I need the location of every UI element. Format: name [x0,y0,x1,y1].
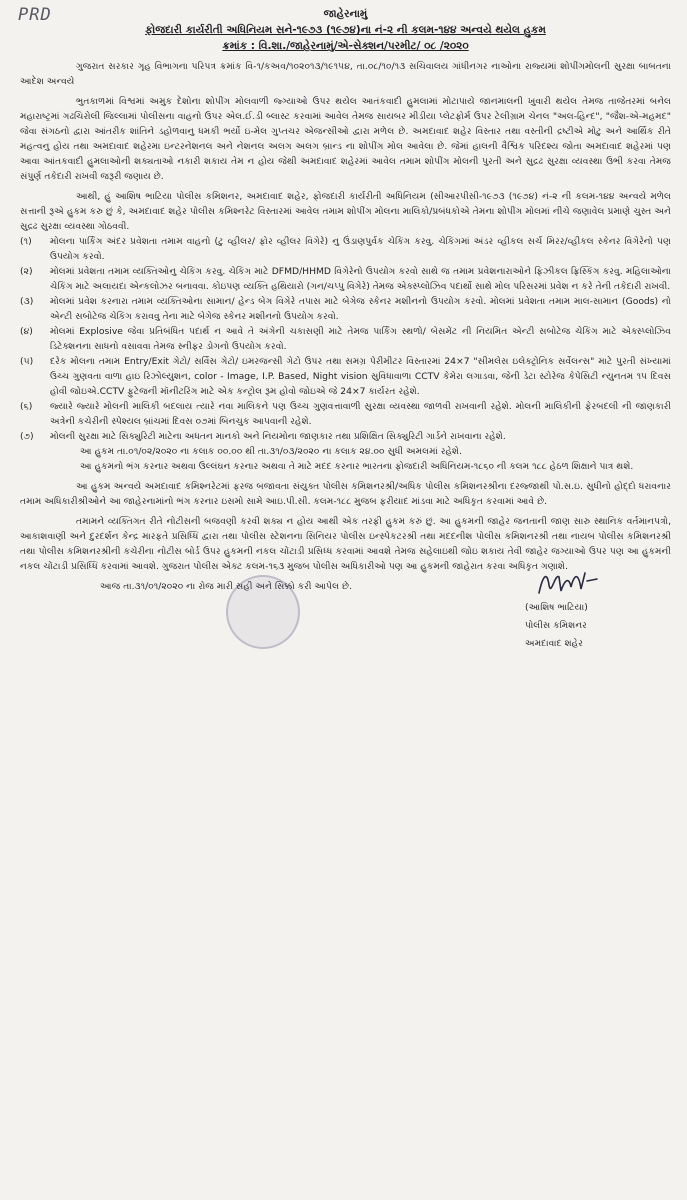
signatory-block [525,599,588,653]
list-item [20,264,671,294]
handwritten-signature [535,567,605,599]
item-text: મોલની સુરક્ષા માટે સિક્યુરિટી માટેના અધતન માનકો અને નિયમોના જાણકાર તથા પ્રશિક્ષિત સિક્યુરિટી ગાર્ડને રાખવાના રહેશે. [50,431,506,442]
list-item [20,324,671,354]
authority-paragraph: આ હુકમ અન્વયે અમદાવાદ કમિશ્નરેટમાં ફરજ બજાવતા સંયુક્ત પોલીસ કમિશનરશ્રી/અધિક પોલીસ કમિશનરશ્રીના દરજ્જાથી પો.સ.ઇ. સુધીનો હોદ્દો ધરાવનાર તમામ અધિકારીશ્રીઓને આ જાહેરનામાંનો ભંગ કરનાર ઇસમો સામે આઇ.પી.સી. કલમ-૧૮૮ મુજબ ફરીયાદ માંડવા માટે અધિકૃત કરવામાં આવે છે. [20,481,671,507]
order-paragraph: આથી, હું આશિષ ભાટિયા પોલીસ કમિશનર, અમદાવાદ શહેર, ફોજદારી કાર્યરીતી અધિનિયમ (સીઆરપીસી-૧૯૭૩ (૧૯૭૪) નં-૨ ની કલમ-૧૪૪ અન્વયે મળેલ સત્તાની રૂએ હુકમ કરુ છું કે, અમદાવાદ શહેર પોલીસ કમિશ્નરેટ વિસ્તારમાં આવેલ તમામ શોપીંગ મોલના માલિકો/પ્રબંધકોએ તેમના શોપીંગ મોલમાં નીચે જણાવેલ પ્રમાણે ચુસ્ત અને સુદ્રઢ સુરક્ષા વ્યવસ્થા ગોઠવવી. [20,191,671,232]
item-text: દરેક મોલના તમામ Entry/Exit ગેટો/ સર્વિસ ગેટો/ ઇમરજન્સી ગેટો ઉપર તથા સમગ્ર પેરીમીટર વિસ્તારમાં 24×7 "સીમલેસ ઇલેક્ટ્રોનિક સર્વેલન્સ" માટે પુરતી સંખ્યામાં ઉચ્ચ ગુણવતા વાળા હાઇ રિઝોલ્યુશન, color - Image, I.P. Based, Night vision સુવિધાવાળા CCTV કેમેરા લગાડવા, જેની ડેટા સ્ટોરેજ કેપેસિટી ન્યુનતમ ૧૫ દિવસ હોવી જોઇએ.CCTV ફુટેજની મૉનીટરિંગ માટે એક કન્ટ્રોલ રૂમ હોવો જોઇએ જે 24×7 કાર્યરત રહેશે. [50,356,671,397]
signature-area [20,579,671,679]
publication-paragraph: તમામને વ્યક્તિગત રીતે નોટીસની બજવણી કરવી શક્ય ન હોય આથી એક તરફી હુકમ કરું છું. આ હુકમની જાહેર જનતાની જાણ સારુ સ્થાનિક વર્તમાનપત્રો, આકાશવાણી અને દુરદર્શન કેન્દ્ર મારફતે પ્રસિધ્ધિ દ્વારા તથા પોલીસ સ્ટેશનના સિનિયર પોલીસ ઇન્સ્પેકટરશ્રી તથા મદદનીશ પોલીસ કમિશનરશ્રી તથા નાયબ પોલીસ કમિશનરશ્રી તથા પોલીસ કમિશનરશ્રીની કચેરીના નોટીસ બોર્ડ ઉપર હુકમની નકલ ચોંટાડી પ્રસિધ્ધ કરવામાં આવશે તેમજ સહેલાઇથી જોઇ શકાય તેવી જાહેર જગ્યાઓ ઉપર પણ આ હુકમની નકલ ચોંટાડી પ્રસિધ્ધિ કરવામાં આવશે. ગુજરાત પોલીસ એક્ટ કલમ-૧૬૩ મુજબ પોલીસ અધિકારીઓ પણ આ હુકમની જાહેરાત કરવા અધિકૃત ગણાશે. [20,516,671,572]
notice-subtitle-text: ફોજદારી કાર્યરીતી અધિનિયમ સને-૧૯૭૩ (૧૯૭૪)ના નં-૨ ની કલમ-૧૪૪ અન્વયે થયેલ હુકમ [145,24,546,36]
item-text: જ્યારે જ્યારે મોલની માલિકી બદલાય ત્યારે નવા માલિકને પણ ઉચ્ચ ગુણવત્તાવાળી સુરક્ષા વ્યવસ્થા જાળવી રાખવાની રહેશે. મોલની માલિકીની ફેરબદલી ની જાણકારી અત્રેની કચેરીની સ્પેશ્યલ બ્રાંચમાં દિવસ ૦૭માં બિનચુક આપવાની રહેશે. [50,401,671,427]
item-number: (૧) [20,236,32,247]
list-item [20,294,671,324]
item-number: (૫) [20,356,34,367]
validity-line: આ હુકમ તા.૦૧/૦૨/૨૦૨૦ ના કલાક ૦૦.૦૦ થી તા.૩૧/૦૩/૨૦૨૦ ના કલાક ૨૪.૦૦ સુધી અમલમાં રહેશે. [80,446,463,457]
directive-list [20,234,671,444]
list-item [20,234,671,264]
item-text: મોલમાં Explosive જેવા પ્રતિબંધિત પદાર્થ ન આવે તે અંગેની ચકાસણી માટે તેમજ પાર્કિંગ સ્થળો/ બેસમેંટ ની નિયમિત એન્ટી સબોટેજ ચેકિંગ માટે એક્સ્પ્લોઝિવ ડિટેક્શનના સાધનો વસાવવા તેમજ સ્નીફર ડોગનો ઉપયોગ કરવો. [50,326,671,352]
notice-subtitle [20,22,671,38]
signing-date: આજ તા.૩૧/૦૧/૨૦૨૦ ના રોજ મારી સહી અને સિક્કો કરી આપેલ છે. [100,581,353,592]
signatory-designation: પોલીસ કમિશનર [525,620,587,631]
item-number: (૩) [20,296,34,307]
intro-paragraph: ભુતકાળમાં વિશ્વમાં અમુક દેશોના શોપીંગ મોલવાળી જ્ગ્યાઓ ઉપર થયેલ આતંકવાદી હુમલામાં મોટાપાયે જાનમાલની ખુવારી થયેલ તેમજ તાજેતરમાં બનેલ મહારાષ્ટ્રમાં ગઢચિરોલી જિલ્લામાં પોલીસના વાહનો ઉપર એલ.ઈ.ડી બ્લાસ્ટ કરવામાં આવેલ તેમજ સાયબર મીડીયા પ્લેટફોર્મ ઉપર ટેલીગ્રામ ચેનલ "અલ-હિન્દ", "જૈશ-એ-મહમદ" જેવા સંગઠનો દ્વારા આંતરીક શાંતિને ડહોળવાનુ ધમકી ભર્યો ઇ-મેલ ગુપ્તચર એજન્સીઓ દ્વારા મળેલ છે. અમદાવાદ શહેર વિસ્તાર તથા વસ્તીની દ્રષ્ટીએ મોટુ અને આર્થિક રીતે મહત્વનુ હોય તથા અમદાવાદ શહેરમા ઇન્ટરનેશનલ અને નેશનલ અલગ અલગ બ્રાન્ડ ના શોપીંગ મોલ આવેલા છે. જેમાં હાલની વૈશ્વિક પરિદશ્ય જોતા અમદાવાદ શહેરમાં પણ આવા આંતકવાદી હુમલાઓની શક્યતાઓ નકારી શકાય તેમ ન હોય જેથી અમદાવાદ શહેરમાં આવેલ તમામ શોપીંગ મોલની પુરતી અને સુદ્રઢ સુરક્ષા વ્યવસ્થા ઉભી કરવા તેમજ સંપુર્ણ તકેદારી રાખવી જરૂરી જણાય છે. [20,96,671,182]
reference-paragraph: ગુજરાત સરકાર ગૃહ વિભાગના પરિપત્ર ક્રમાંક વિ-૧/કઅવ/૧૦૨૦૧૩/૧૯૧૫૪, તા.૦૮/૧૦/૧૩ સચિવાલય ગાંધીનગર નાઓના રાજ્યમાં શોપીંગમોલની સુરક્ષા બાબતના આદેશ અન્વયે [20,61,671,87]
list-item [20,399,671,429]
notice-number [20,38,671,54]
signatory-city: અમદાવાદ શહેર [525,638,583,649]
notice-title: જાહેરનામું [323,8,368,20]
item-number: (૬) [20,401,33,412]
item-number: (૭) [20,431,34,442]
item-text: મોલમાં પ્રવેશતા તમામ વ્યક્તિઓનુ ચેકિંગ કરવુ. ચેકિંગ માટે DFMD/HHMD વિગેરેનો ઉપયોગ કરવો સાથે જ તમામ પ્રવેશનારાઓને ફિઝીકલ ફ્રિસ્કિંગ કરવુ. મહિલાઓના ચેકિંગ માટે અલાયદા એન્કલોઝર બનાવવા. કોઇપણ વ્યક્તિ હથિયારો (ગન/ચપ્પુ વિગેરે) તેમજ એક્સ્પ્લોઝિવ પદાર્થો સાથે મોલ પરિસરમાં પ્રવેશ ન કરે તેની તકેદારી રાખવી. [50,266,671,292]
signatory-name: (આશિષ ભાટિયા) [525,602,588,613]
item-text: મોલના પાર્કિંગ અંદર પ્રવેશતા તમામ વાહનો (ટુ વ્હીલર/ ફોર વ્હીલર વિગેરે) નુ ઉંડાણપુર્વક ચેકિંગ કરવુ. ચેકિંગમાં અંડર વ્હીકલ સર્ચ મિરર/વ્હીકલ સ્કેનર વિગેરેનો પણ ઉપયોગ કરવો. [50,236,671,262]
item-text: મોલમાં પ્રવેશ કરનારા તમામ વ્યક્તિઓના સામાન/ હેન્ડ બેગ વિગેરે તપાસ માટે બેગેજ સ્કેનર મશીનનો ઉપયોગ કરવો. મોલમાં પ્રવેશતા તમામ માલ-સામાન (Goods) નો એન્ટી સબોટેજ ચેકિંગ કરાવવુ તેના માટે બેગેજ સ્કેનર મશીનનો ઉપયોગ કરવો. [50,296,671,322]
notice-number-text: ક્રમાંક : વિ.શા./જાહેરનામું/એ-સેક્શન/પરમીટ/ ૦૮ /૨૦૨૦ [222,40,469,52]
item-number: (૪) [20,326,33,337]
item-number: (૨) [20,266,33,277]
list-item [20,429,671,444]
list-item [20,354,671,399]
handwritten-mark: PRD [18,5,52,25]
penalty-line: આ હુકમનો ભંગ કરનાર અથવા ઉલ્લંઘન કરનાર અથવા તે માટે મદદ કરનાર ભારતના ફોજદારી અધિનિયમ-૧૮૬૦ ની કલમ ૧૮૮ હેઠળ શિક્ષાને પાત્ર થશે. [80,461,634,472]
